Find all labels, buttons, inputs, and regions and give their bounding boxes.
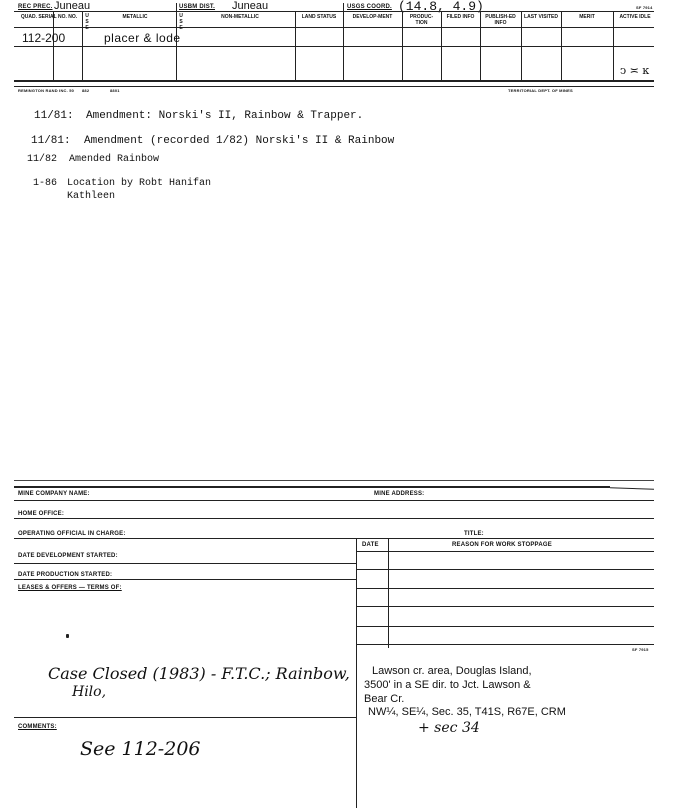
metallic-label: METALLIC <box>122 14 148 20</box>
mine-address-label: MINE ADDRESS: <box>374 491 425 497</box>
note-text: Amended Rainbow <box>69 154 160 165</box>
production-label: PRODUC-TION <box>409 14 434 26</box>
active-mark: ↄ ≍ ĸ <box>620 64 650 77</box>
home-office-label: HOME OFFICE: <box>18 511 65 517</box>
last-visited-label: LAST VISITED <box>524 14 558 20</box>
development-label: DEVELOP-MENT <box>352 14 393 20</box>
form-number-top: SF 7914 <box>636 5 653 10</box>
filed-info-label: FILED INFO <box>446 14 475 20</box>
usbm-dist-value: Juneau <box>232 0 269 12</box>
nonmetallic-label: NON-METALLIC <box>221 14 259 20</box>
prod-started-label: DATE PRODUCTION STARTED: <box>18 572 113 578</box>
note-date: 1-86 <box>33 178 58 189</box>
handwritten-case: Case Closed (1983) - F.T.C.; Rainbow, <box>48 664 350 683</box>
location-line-1: Lawson cr. area, Douglas Island, <box>372 665 532 677</box>
usgs-coord-label: USGS COORD. <box>347 4 392 10</box>
printer-line-b: 882 <box>82 88 90 93</box>
comments-hand: See 112-206 <box>80 738 201 760</box>
location-line-4: NW¼, SE¼, Sec. 35, T41S, R67E, CRM <box>368 706 566 718</box>
territorial-line: TERRITORIAL DEPT. OF MINES <box>508 88 573 93</box>
comments-label: COMMENTS: <box>18 724 57 730</box>
printer-line: REMINGTON RAND INC. 50 <box>18 88 75 93</box>
note-text: Amendment: Norski's II, Rainbow & Trapper. <box>86 110 364 122</box>
note-date: 11/81: <box>31 135 71 147</box>
handwritten-case-2: Hilo, <box>72 684 107 700</box>
dev-started-label: DATE DEVELOPMENT STARTED: <box>18 553 118 559</box>
metallic-value: placer & lode <box>104 31 181 45</box>
date-col-label: DATE <box>362 542 379 548</box>
form-number-bottom: SF 7915 <box>632 647 649 652</box>
land-status-label: LAND STATUS <box>301 14 337 20</box>
note-text: Amendment (recorded 1/82) Norski's II & Rainbow <box>84 135 395 147</box>
quad-serial-label: QUAD. SERIAL NO. NO. <box>20 14 78 20</box>
rec-prec-label: REC PREC. <box>18 4 53 10</box>
note-text: Location by Robt Hanifan <box>67 178 212 189</box>
note-date: 11/82 <box>27 154 58 165</box>
location-line-3: Bear Cr. <box>364 693 405 705</box>
serial-value: 112-200 <box>22 31 66 45</box>
operating-official-label: OPERATING OFFICIAL IN CHARGE: <box>18 531 126 537</box>
reason-label: REASON FOR WORK STOPPAGE <box>452 542 552 548</box>
merit-label: MERIT <box>579 14 595 20</box>
title-label: TITLE: <box>464 531 484 537</box>
note-text: Kathleen <box>67 191 116 202</box>
note-date: 11/81: <box>34 110 74 122</box>
ink-mark <box>66 634 69 638</box>
leases-label: LEASES & OFFERS — TERMS OF: <box>18 585 122 591</box>
mine-company-label: MINE COMPANY NAME: <box>18 491 90 497</box>
rec-prec-value: Juneau <box>54 0 91 12</box>
published-info-label: PUBLISH-ED INFO <box>485 14 516 26</box>
use-label-1: U S E <box>85 13 89 31</box>
location-hand: + sec 34 <box>418 720 480 736</box>
active-idle-label: ACTIVE IDLE <box>619 14 651 20</box>
usgs-coord-value: (14.8, 4.9) <box>398 0 484 14</box>
location-line-2: 3500' in a SE dir. to Jct. Lawson & <box>364 679 531 691</box>
use-label-2: U S E <box>179 13 183 31</box>
usbm-dist-label: USBM DIST. <box>179 4 216 10</box>
printer-line-c: 8801 <box>110 88 120 93</box>
